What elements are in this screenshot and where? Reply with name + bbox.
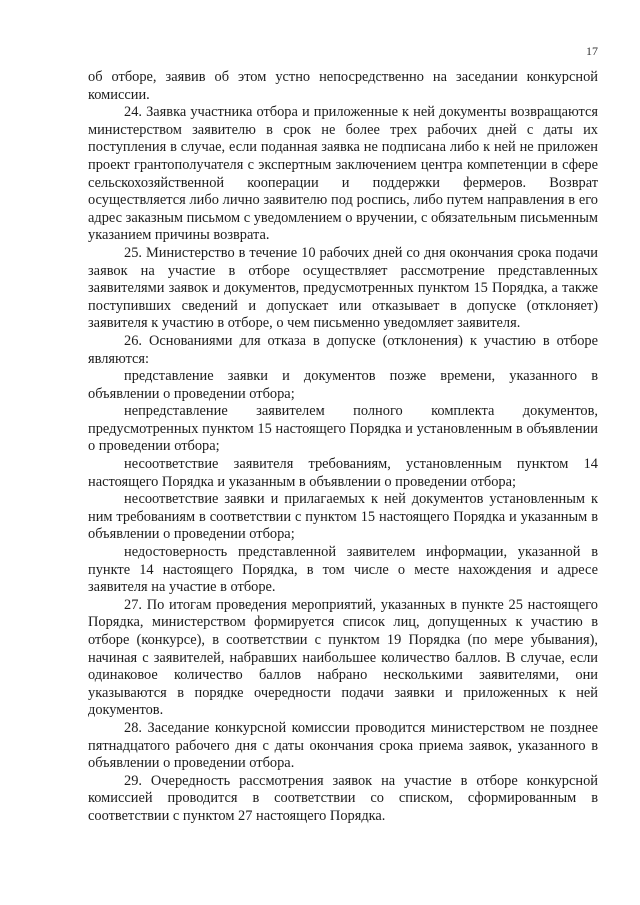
paragraph-item-27: 27. По итогам проведения мероприятий, указанных в пункте 25 настоящего Порядка, министерством формируется список лиц, допущенных к участию в отборе (конкурсе), в соответствии с пунктом 19 Порядка (по мере убывания), начиная с заявителей, набравших наибольшее количество баллов. В случае, если одинаковое количество баллов набрано несколькими заявителями, они указываются в порядке очередности подачи заявки и приложенных к ней документов. bbox=[88, 596, 598, 719]
paragraph-item-26: 26. Основаниями для отказа в допуске (отклонения) к участию в отборе являются: bbox=[88, 332, 598, 367]
paragraph-continuation: об отборе, заявив об этом устно непосредственно на заседании конкурсной комиссии. bbox=[88, 69, 598, 103]
paragraph-item-25: 25. Министерство в течение 10 рабочих дней со дня окончания срока подачи заявок на участие в отборе осуществляет рассмотрение представленных заявителями заявок и документов, предусмотренных пунктом 15 Порядка, а также поступивших сведений и допускает или отказывает в допуске (отклоняет) заявителя к участию в отборе, о чем письменно уведомляет заявителя. bbox=[88, 244, 598, 332]
paragraph-ground-incomplete-documents: непредставление заявителем полного комплекта документов, предусмотренных пунктом 15 настоящего Порядка и установленным в объявлении о проведении отбора; bbox=[88, 403, 598, 455]
paragraph-item-24: 24. Заявка участника отбора и приложенные к ней документы возвращаются министерством заявителю в срок не более трех рабочих дней с даты их поступления в случае, если поданная заявка не подписана либо к ней не приложен проект грантополучателя с экспертным заключением центра компетенции в сфере сельскохозяйственной кооперации и поддержки фермеров. Возврат осуществляется либо лично заявителю под роспись, либо путем направления в его адрес заказным письмом с уведомлением о вручении, с обязательным письменным указанием причины возврата. bbox=[88, 104, 598, 244]
paragraph-ground-false-information: недостоверность представленной заявителем информации, указанной в пункте 14 настоящего Порядка, в том числе о месте нахождения и адресе заявителя на участие в отборе. bbox=[88, 544, 598, 596]
document-body bbox=[88, 69, 598, 826]
paragraph-ground-late-submission: представление заявки и документов позже времени, указанного в объявлении о проведении отбора; bbox=[88, 368, 598, 402]
paragraph-item-29: 29. Очередность рассмотрения заявок на участие в отборе конкурсной комиссией проводится в соответствии со списком, сформированным в соответствии с пунктом 27 настоящего Порядка. bbox=[88, 772, 598, 824]
page-number: 17 bbox=[586, 44, 598, 58]
paragraph-item-28: 28. Заседание конкурсной комиссии проводится министерством не позднее пятнадцатого рабочего дня с даты окончания срока приема заявок, указанного в объявлении о проведении отбора. bbox=[88, 719, 598, 772]
paragraph-ground-applicant-noncompliance: несоответствие заявителя требованиям, установленным пунктом 14 настоящего Порядка и указанным в объявлении о проведении отбора; bbox=[88, 456, 598, 490]
paragraph-ground-application-noncompliance: несоответствие заявки и прилагаемых к ней документов установленным к ним требованиям в соответствии с пунктом 15 настоящего Порядка и указанным в объявлении о проведении отбора; bbox=[88, 491, 598, 543]
